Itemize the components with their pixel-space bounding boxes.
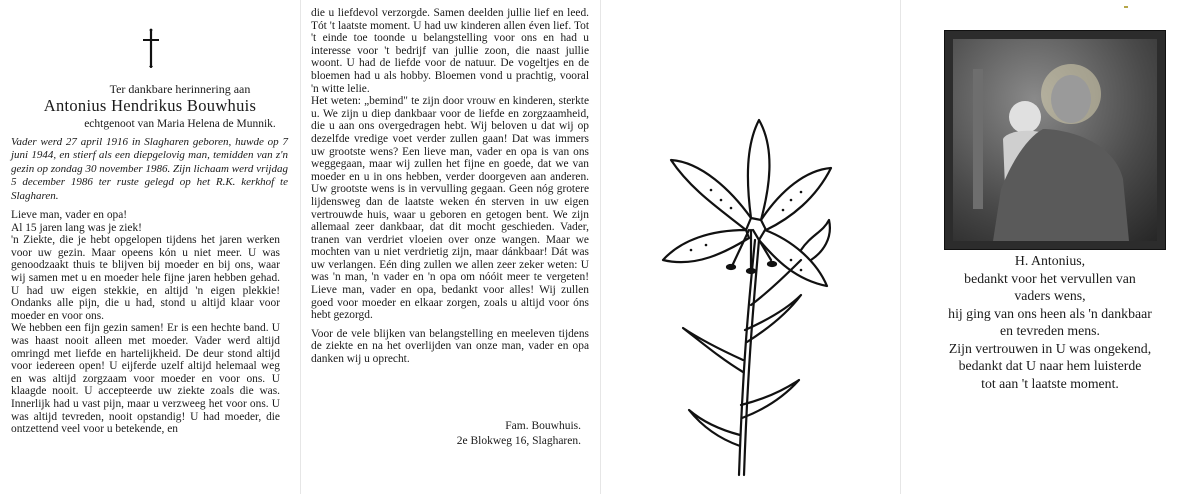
poem-line: en tevreden mens.	[1000, 323, 1100, 338]
paragraph: die u liefdevol verzorgde. Samen deelden jullie lief en leed. Tót 't laatste moment. U had uw kinderen allen éven lief. Tot 't einde toe toonde u belangstelling voor ons en had u interesse voor 't bedrijf van jullie zoon, die naast jullie woont. U had de liefde voor de natuur. De vogeltjes en de bloemen had u als hobby. Bloemen vond u prachtig, vooral 'n witte lelie.	[311, 7, 589, 95]
deceased-name: Antonius Hendrikus Bouwhuis	[43, 96, 257, 115]
panel-prayer	[900, 0, 1200, 494]
paragraph: 'n Ziekte, die je hebt opgelopen tijdens het jaren werken voor uw gezin. Maar opeens kón u niet meer. U was genoodzaakt thuis te blijven bij moeder en bij ons, waar wij samen met u en moeder hele fijne jaren hebben gehad. U had uw eigen stekkie, en altijd 'n eigen plekkie! Ondanks alle pijn, die u had, stond u altijd klaar voor moeder en voor ons.	[11, 234, 280, 322]
poem-line: vaders wens,	[1014, 288, 1086, 303]
spouse-line: echtgenoot van Maria Helena de Munnik.	[84, 118, 276, 130]
paragraph: Lieve man, vader en opa!	[11, 209, 128, 221]
paragraph: Het weten: „bemind" te zijn door vrouw en kinderen, sterkte u. We zijn u diep dankbaar voor de liefde en zorgzaamheid, die u aan ons overgedragen hebt. Wij beloven u dat wij op dezelfde vredige voet verder zullen gaan! Dat was immers uw grootste wens? Een lieve man, vader en opa is van ons weggegaan, maar wij zullen het fijne en goede, dat we van moeder en u in ons hebben, verder doorgeven aan anderen. Uw grootste wens is in vervulling gegaan. Geen nóg grotere lijdensweg dan de laatste weken én sterven in uw eigen vertrouwde huis, waar u geboren en getogen bent. We zijn allemaal zeer dankbaar, dat dit mocht geschieden. Vader, tranen van verdriet vloeien over onze wangen. Maar we mochten van u niet verdrietig zijn, maar dánkbaar! Dát was uw verlangen. Eén ding zullen we allen zeer zeker weten: U was 'n man, 'n vader en 'n opa om nóóit meer te vergeten! Lieve man, vader en opa, bedankt voor alles! Wij zullen goed voor moeder en elkaar zorgen, zoals u altijd voor óns hebt gezorgd.	[311, 95, 589, 322]
letter-part-2	[311, 7, 589, 366]
poem-line: bedankt dat U naar hem luisterde	[958, 358, 1142, 373]
saint-figure-drawing	[953, 39, 1157, 241]
saint-anthony-icon	[944, 30, 1166, 250]
paragraph: We hebben een fijn gezin samen! Er is een hechte band. U was haast nooit alleen met moeder. Vader werd altijd omringd met liefde en hartelijkheid. De deur stond altijd voor iedereen open! U eijferde uzelf altijd helemaal weg en was altijd zorgzaam voor moeder en voor ons. U klaagde nooit. U accepteerde uw ziekte zoals die was. Innerlijk had u vast pijn, maar u verzweeg het voor ons. U was altijd tevreden, nooit opstandig! U had moeder, die ontzettend veel voor u betekende, en	[11, 322, 280, 436]
lily-flower-drawing	[651, 100, 841, 480]
intro-line: Ter dankbare herinnering aan	[109, 82, 251, 96]
paragraph: Al 15 jaren lang was je ziek!	[11, 221, 142, 234]
poem-line: hij ging van ons heen als 'n dankbaar	[948, 305, 1152, 321]
panel-letter	[300, 0, 600, 494]
poem-line: H. Antonius,	[1014, 253, 1086, 268]
poem-line: tot aan 't laatste moment.	[981, 375, 1119, 391]
family-signature: Fam. Bouwhuis.	[505, 420, 581, 432]
paragraph: Voor de vele blijken van belangstelling en meeleven tijdens de ziekte en na het overlijden van onze man, vader en opa danken wij u oprecht.	[311, 327, 589, 366]
poem	[910, 252, 1190, 392]
family-address: 2e Blokweg 16, Slagharen.	[456, 435, 581, 447]
panel-obituary	[0, 0, 300, 494]
letter-part-1	[11, 209, 280, 436]
biography: Vader werd 27 april 1916 in Slagharen geboren, huwde op 7 juni 1944, en stierf als een diepgelovig man, temidden van z'n gezin op zondag 30 november 1986. Zijn lichaam werd vrijdag 5 december 1986 ter ruste gelegd op het R.K. kerkhof te Slagharen.	[11, 136, 288, 202]
panel-lily	[600, 0, 900, 494]
poem-line: bedankt voor het vervullen van	[964, 270, 1136, 286]
cross-icon	[139, 28, 163, 68]
poem-line: Zijn vertrouwen in U was ongekend,	[948, 340, 1152, 356]
